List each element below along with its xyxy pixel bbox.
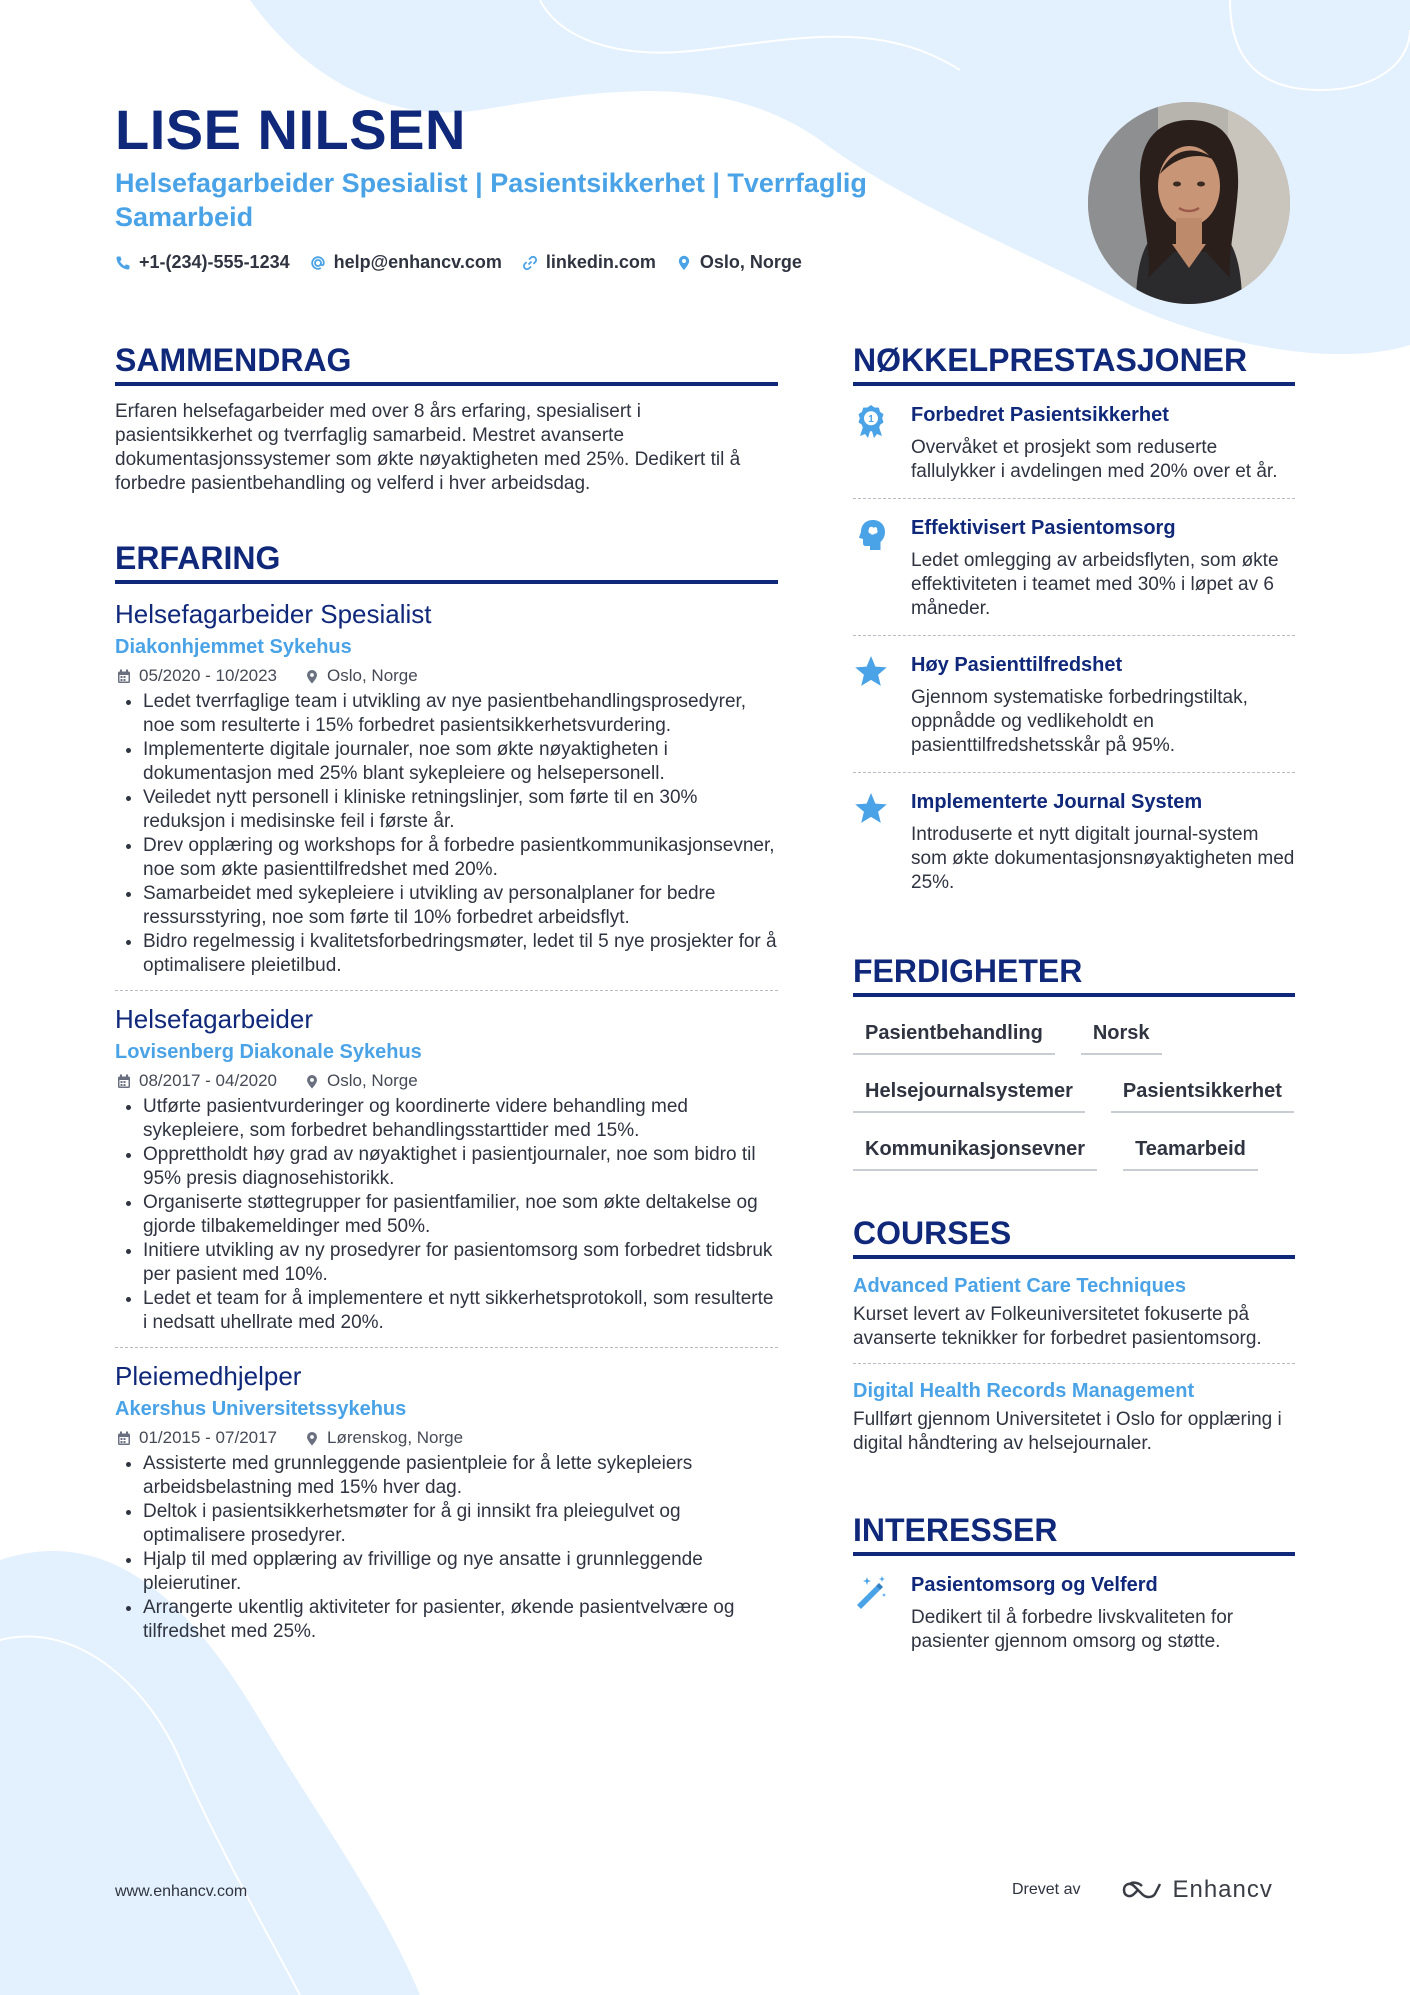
- portrait-illustration: [1088, 102, 1290, 304]
- job-dates-text: 01/2015 - 07/2017: [139, 1428, 278, 1447]
- achievement-title: Implementerte Journal System: [911, 791, 1203, 813]
- contact-phone[interactable]: [115, 252, 290, 273]
- job-bullet: • Ledet tverrfaglige team i utvikling av nye pasientbehandlingsprosedyrer, noe som resulterte i 15% forbedret pasientsikkerhetsvurdering.: [143, 690, 778, 738]
- candidate-name: LISE NILSEN: [115, 98, 466, 161]
- contact-email[interactable]: [310, 252, 502, 273]
- skill-tag: Pasientbehandling: [853, 1013, 1055, 1055]
- job-location: [305, 1071, 418, 1091]
- achievement-desc: Introduserte et nytt digitalt journal-system som økte dokumentasjonsnøyaktigheten med 25%.: [911, 824, 1295, 893]
- achievement-item: [853, 636, 1295, 773]
- location-pin-icon: [676, 255, 692, 271]
- enhancv-logo[interactable]: [1120, 1876, 1272, 1904]
- job-bullets: [115, 1095, 778, 1335]
- infinity-logo-icon: [1120, 1878, 1164, 1902]
- job-title: Helsefagarbeider: [115, 1004, 314, 1034]
- contact-location: [676, 252, 802, 273]
- course-item: [853, 1259, 1295, 1364]
- courses-section: [853, 1213, 1295, 1468]
- job-dates: [117, 666, 277, 686]
- contact-bar: [115, 252, 802, 273]
- summary-heading: SAMMENDRAG: [115, 340, 778, 386]
- company-name: Akershus Universitetssykehus: [115, 1398, 407, 1420]
- skills-heading: FERDIGHETER: [853, 951, 1295, 997]
- achievement-title: Forbedret Pasientsikkerhet: [911, 404, 1169, 426]
- svg-text:1: 1: [868, 414, 874, 425]
- interests-heading: INTERESSER: [853, 1510, 1295, 1556]
- skill-tag: Kommunikasjonsevner: [853, 1129, 1097, 1171]
- job-bullet: • Ledet et team for å implementere et nytt sikkerhetsprotokoll, som resulterte i nedsatt uhellrate med 20%.: [143, 1287, 778, 1335]
- star-icon: [853, 789, 889, 895]
- course-title: Advanced Patient Care Techniques: [853, 1275, 1187, 1297]
- job-location: [305, 1428, 463, 1448]
- magic-wand-icon: [853, 1572, 889, 1654]
- job-location-text: Oslo, Norge: [327, 1071, 418, 1090]
- job-entry: [115, 990, 778, 1347]
- skill-tag: Helsejournalsystemer: [853, 1071, 1085, 1113]
- job-location-text: Lørenskog, Norge: [327, 1428, 464, 1447]
- achievements-heading: NØKKELPRESTASJONER: [853, 340, 1295, 386]
- achievement-desc: Ledet omlegging av arbeidsflyten, som økte effektiviteten i teamet med 30% i løpet av 6 måneder.: [911, 550, 1279, 619]
- link-icon: [522, 255, 538, 271]
- phone-text: +1-(234)-555-1234: [139, 252, 290, 272]
- job-bullet: • Organiserte støttegrupper for pasientfamilier, noe som økte deltakelse og gjorde tilbakemeldinger med 50%.: [143, 1191, 778, 1239]
- interest-item: [853, 1556, 1295, 1668]
- headline: Helsefagarbeider Spesialist | Pasientsikkerhet | Tverrfaglig Samarbeid: [115, 168, 867, 232]
- location-pin-icon: [305, 669, 319, 684]
- profile-photo: [1088, 102, 1290, 304]
- job-dates-text: 08/2017 - 04/2020: [139, 1071, 278, 1090]
- course-title: Digital Health Records Management: [853, 1380, 1195, 1402]
- at-sign-icon: [310, 255, 326, 271]
- job-dates-text: 05/2020 - 10/2023: [139, 666, 278, 685]
- location-text: Oslo, Norge: [699, 252, 802, 272]
- head-profile-icon: [853, 515, 889, 621]
- job-bullet: • Hjalp til med opplæring av frivillige og nye ansatte i grunnleggende pleierutiner.: [143, 1548, 778, 1596]
- experience-heading: ERFARING: [115, 538, 778, 584]
- job-bullet: • Implementerte digitale journaler, noe som økte nøyaktigheten i dokumentasjon med 25% blant sykepleiere og helsepersonell.: [143, 738, 778, 786]
- powered-by-text: Drevet av: [1012, 1881, 1081, 1898]
- job-meta: [115, 1071, 778, 1091]
- interest-title: Pasientomsorg og Velferd: [911, 1574, 1158, 1596]
- job-bullet: • Utførte pasientvurderinger og koordinerte videre behandling med sykepleiere, som forbedret behandlingsstarttider med 15%.: [143, 1095, 778, 1143]
- interest-desc: Dedikert til å forbedre livskvaliteten for pasienter gjennom omsorg og støtte.: [911, 1607, 1234, 1652]
- summary-text: Erfaren helsefagarbeider med over 8 års erfaring, spesialisert i pasientsikkerhet og tverrfaglig samarbeid. Mestret avanserte dokumentasjonssystemer som økte nøyaktigheten med 25%. Dedikert til å forbedre pasientbehandling og velferd i hver arbeidsdag.: [115, 401, 741, 494]
- job-title: Pleiemedhjelper: [115, 1361, 302, 1391]
- linkedin-text: linkedin.com: [545, 252, 656, 272]
- job-meta: [115, 666, 778, 686]
- phone-icon: [115, 255, 131, 271]
- skill-tag: Pasientsikkerhet: [1111, 1071, 1294, 1113]
- skills-list: [853, 1013, 1295, 1171]
- course-desc: Kurset levert av Folkeuniversitetet fokuserte på avanserte teknikker for forbedret pasientomsorg.: [853, 1304, 1262, 1349]
- job-location: [305, 666, 418, 686]
- footer-website[interactable]: www.enhancv.com: [115, 1883, 248, 1900]
- achievement-desc: Overvåket et prosjekt som reduserte fallulykker i avdelingen med 20% over et år.: [911, 437, 1278, 482]
- star-icon: [853, 652, 889, 758]
- email-text: help@enhancv.com: [333, 252, 502, 272]
- job-bullet: • Initiere utvikling av ny prosedyrer for pasientomsorg som forbedret tidsbruk per pasient med 10%.: [143, 1239, 778, 1287]
- job-bullet: • Samarbeidet med sykepleiere i utvikling av personalplaner for bedre ressursstyring, noe som førte til 10% forbedret arbeidsflyt.: [143, 882, 778, 930]
- interests-section: [853, 1510, 1295, 1668]
- job-entry: [115, 598, 778, 990]
- job-bullet: • Veiledet nytt personell i kliniske retningslinjer, som førte til en 30% reduksjon i medisinske feil i første år.: [143, 786, 778, 834]
- skill-tag: Norsk: [1081, 1013, 1162, 1055]
- job-entry: [115, 1347, 778, 1656]
- company-name: Lovisenberg Diakonale Sykehus: [115, 1041, 422, 1063]
- calendar-icon: [117, 669, 131, 684]
- experience-section: [115, 538, 778, 1656]
- job-bullet: • Deltok i pasientsikkerhetsmøter for å gi innsikt fra pleiegulvet og optimalisere prosedyrer.: [143, 1500, 778, 1548]
- course-desc: Fullført gjennom Universitetet i Oslo for opplæring i digital håndtering av helsejournaler.: [853, 1409, 1282, 1454]
- job-meta: [115, 1428, 778, 1448]
- job-bullet: • Arrangerte ukentlig aktiviteter for pasienter, økende pasientvelvære og tilfredshet med 25%.: [143, 1596, 778, 1644]
- achievement-item: [853, 386, 1295, 499]
- achievement-desc: Gjennom systematiske forbedringstiltak, oppnådde og vedlikeholdt en pasienttilfredshetsskår på 95%.: [911, 687, 1248, 756]
- skills-section: [853, 951, 1295, 1171]
- skill-tag: Teamarbeid: [1123, 1129, 1258, 1171]
- summary-section: [115, 340, 778, 496]
- job-bullets: [115, 690, 778, 978]
- job-location-text: Oslo, Norge: [327, 666, 418, 685]
- calendar-icon: [117, 1074, 131, 1089]
- job-title: Helsefagarbeider Spesialist: [115, 599, 432, 629]
- contact-linkedin[interactable]: [522, 252, 656, 273]
- job-bullet: • Bidro regelmessig i kvalitetsforbedringsmøter, ledet til 5 nye prosjekter for å optimalisere pleietilbud.: [143, 930, 778, 978]
- location-pin-icon: [305, 1074, 319, 1089]
- job-bullets: [115, 1452, 778, 1644]
- job-bullet: • Drev opplæring og workshops for å forbedre pasientkommunikasjonsevner, noe som økte pasienttilfredshet med 20%.: [143, 834, 778, 882]
- brand-name: Enhancv: [1172, 1876, 1273, 1903]
- achievement-title: Effektivisert Pasientomsorg: [911, 517, 1176, 539]
- job-bullet: • Opprettholdt høy grad av nøyaktighet i pasientjournaler, noe som bidro til 95% presis diagnosehistorikk.: [143, 1143, 778, 1191]
- job-dates: [117, 1428, 277, 1448]
- achievement-title: Høy Pasienttilfredshet: [911, 654, 1123, 676]
- footer-branding: [1012, 1876, 1273, 1904]
- left-column: [115, 340, 778, 1656]
- course-item: [853, 1364, 1295, 1468]
- courses-heading: COURSES: [853, 1213, 1295, 1259]
- calendar-icon: [117, 1431, 131, 1446]
- job-dates: [117, 1071, 277, 1091]
- company-name: Diakonhjemmet Sykehus: [115, 636, 352, 658]
- award-ribbon-icon: [853, 402, 889, 484]
- location-pin-icon: [305, 1431, 319, 1446]
- achievement-item: [853, 499, 1295, 636]
- achievements-section: [853, 340, 1295, 909]
- job-bullet: • Assisterte med grunnleggende pasientpleie for å lette sykepleiers arbeidsbelastning med 15% hver dag.: [143, 1452, 778, 1500]
- achievement-item: [853, 773, 1295, 909]
- right-column: [853, 340, 1295, 1668]
